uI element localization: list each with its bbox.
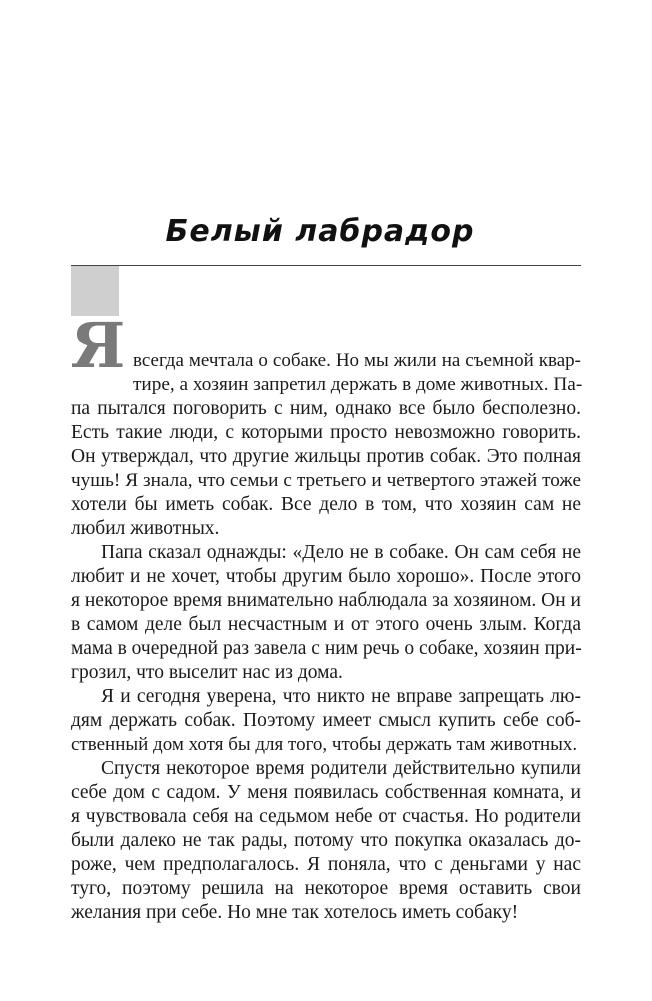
text-line: хотели бы иметь собак. Все дело в том, что хозяин сам не	[71, 494, 581, 515]
title-rule	[71, 265, 581, 266]
text-line: любил животных.	[71, 518, 220, 539]
text-line: желания при себе. Но мне так хотелось иметь собаку!	[71, 902, 519, 923]
text-line: грозил, что выселит нас из дома.	[71, 662, 343, 683]
text-line: я чувствовала себя на седьмом небе от счастья. Но родители	[71, 806, 581, 827]
text-line: любит и не хочет, чтобы другим было хорошо». После этого	[71, 566, 581, 587]
text-line: Спустя некоторое время родители действительно купили	[101, 758, 581, 779]
text-line: Он утверждал, что другие жильцы против собак. Это полная	[71, 446, 581, 467]
text-line: всегда мечтала о собаке. Но мы жили на съемной квар-	[133, 350, 581, 371]
text-line: в самом деле был несчастным и от этого очень злым. Когда	[71, 614, 581, 635]
text-line: были далеко не так рады, потому что покупка оказалась до-	[71, 830, 581, 851]
text-line: тире, а хозяин запретил держать в доме животных. Па-	[133, 374, 583, 395]
text-line: ственный дом хотя бы для того, чтобы держать там животных.	[71, 734, 578, 755]
text-line: туго, поэтому решила на некоторое время оставить свои	[71, 878, 581, 899]
chapter-title: Белый лабрадор	[165, 214, 475, 249]
text-line: Я и сегодня уверена, что никто не вправе запрещать лю-	[101, 686, 581, 707]
text-line: себе дом с садом. У меня появилась собственная комната, и	[71, 782, 581, 803]
text-line: па пытался поговорить с ним, однако все было бесполезно.	[71, 398, 581, 419]
drop-cap: Я	[70, 309, 126, 382]
text-line: мама в очередной раз завела с ним речь о собаке, хозяин при-	[71, 638, 582, 659]
text-line: Папа сказал однажды: «Дело не в собаке. Он сам себя не	[101, 542, 581, 563]
text-line: дям держать собак. Поэтому имеет смысл купить себе соб-	[71, 710, 581, 731]
text-line: чушь! Я знала, что семьи с третьего и четвертого этажей тоже	[71, 470, 581, 491]
text-line: Есть такие люди, с которыми просто невозможно говорить.	[71, 422, 581, 443]
text-line: роже, чем предполагалось. Я поняла, что с деньгами у нас	[71, 854, 581, 875]
text-line: я некоторое время внимательно наблюдала за хозяином. Он и	[71, 590, 581, 611]
